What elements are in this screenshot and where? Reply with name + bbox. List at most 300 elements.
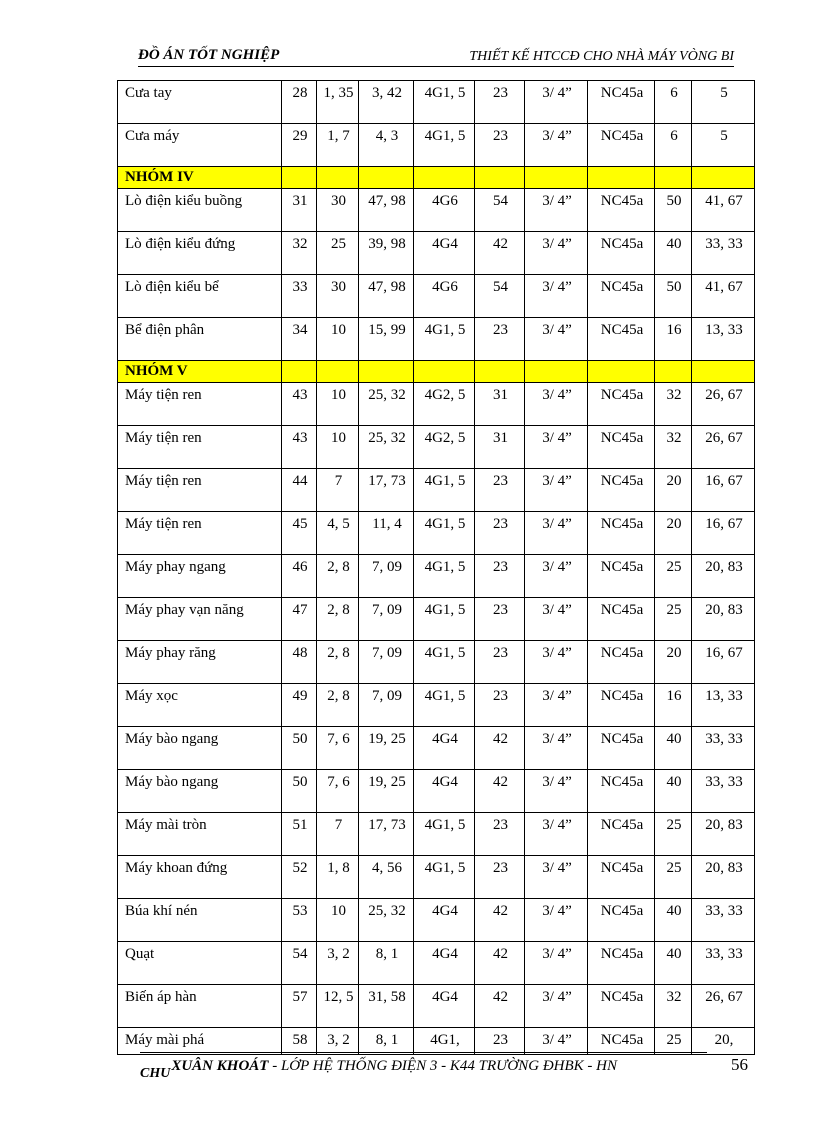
table-cell <box>655 1028 692 1055</box>
table-cell <box>525 555 588 598</box>
cell-text: 10 <box>331 430 346 446</box>
table-cell <box>359 899 414 942</box>
cell-text: NC45a <box>600 516 644 532</box>
cell-text: NC45a <box>600 602 644 618</box>
device-name-cell <box>118 318 282 361</box>
cell-text: 19, 25 <box>368 774 406 790</box>
cell-text: NC45a <box>600 85 644 101</box>
group-cell <box>317 361 359 383</box>
device-name-cell <box>118 856 282 899</box>
table-cell <box>282 641 317 684</box>
cell-text: 16, 67 <box>705 645 743 661</box>
table-cell <box>588 813 655 856</box>
table-cell <box>414 426 475 469</box>
table-cell <box>414 189 475 232</box>
cell-text: Máy tiện ren <box>125 473 202 489</box>
table-cell <box>655 383 692 426</box>
table-cell <box>317 318 359 361</box>
table-row <box>118 469 755 512</box>
device-name-cell <box>118 813 282 856</box>
table-cell <box>692 232 755 275</box>
table-row <box>118 189 755 232</box>
table-cell <box>414 512 475 555</box>
table-cell <box>692 512 755 555</box>
cell-text: 23 <box>493 322 508 338</box>
cell-text: NC45a <box>600 1032 644 1048</box>
cell-text: 23 <box>493 860 508 876</box>
table-cell <box>359 232 414 275</box>
table-cell <box>359 189 414 232</box>
cell-text: NC45a <box>600 645 644 661</box>
table-cell <box>692 684 755 727</box>
cell-text: 4G1, 5 <box>424 688 466 704</box>
table-cell <box>692 275 755 318</box>
table-cell <box>692 641 755 684</box>
cell-text: 16 <box>666 322 682 338</box>
cell-text: NC45a <box>600 817 644 833</box>
cell-text: 4G6 <box>432 193 458 209</box>
table-cell <box>588 383 655 426</box>
cell-text: NC45a <box>600 193 644 209</box>
device-name-cell <box>118 985 282 1028</box>
cell-text: 3/ 4” <box>542 602 572 618</box>
table-cell <box>359 318 414 361</box>
cell-text: 20, 83 <box>705 602 743 618</box>
cell-text: 23 <box>493 817 508 833</box>
table-cell <box>475 684 525 727</box>
cell-text: 2, 8 <box>327 688 350 704</box>
table-cell <box>655 232 692 275</box>
cell-text: 23 <box>493 1032 508 1048</box>
table-row <box>118 81 755 124</box>
table-cell <box>655 469 692 512</box>
table-cell <box>359 1028 414 1055</box>
table-cell <box>475 641 525 684</box>
cell-text: 3/ 4” <box>542 193 572 209</box>
table-row <box>118 899 755 942</box>
table-cell <box>692 1028 755 1055</box>
cell-text: Máy mài phá <box>125 1032 205 1048</box>
table-cell <box>655 684 692 727</box>
cell-text: NC45a <box>600 731 644 747</box>
table-cell <box>588 318 655 361</box>
table-cell <box>317 770 359 813</box>
cell-text: Lò điện kiểu đứng <box>125 236 236 252</box>
cell-text: 4G4 <box>432 731 458 747</box>
cell-text: 33, 33 <box>705 946 743 962</box>
table-cell <box>588 727 655 770</box>
table-cell <box>414 942 475 985</box>
table-cell <box>317 813 359 856</box>
cell-text: Lò điện kiểu bể <box>125 279 219 295</box>
cell-text: 3/ 4” <box>542 128 572 144</box>
cell-text: 42 <box>493 989 508 1005</box>
table-cell <box>359 124 414 167</box>
table-cell <box>525 189 588 232</box>
cell-text: 42 <box>493 236 508 252</box>
cell-text: 3/ 4” <box>542 473 572 489</box>
table-cell <box>588 81 655 124</box>
cell-text: 2, 8 <box>327 645 350 661</box>
group-cell <box>282 167 317 189</box>
table-cell <box>525 383 588 426</box>
group-cell <box>475 167 525 189</box>
table-cell <box>282 318 317 361</box>
table-cell <box>282 275 317 318</box>
table-cell <box>525 813 588 856</box>
cell-text: NC45a <box>600 279 644 295</box>
cell-text: 33, 33 <box>705 236 743 252</box>
cell-text: NC45a <box>600 236 644 252</box>
cell-text: 4G1, 5 <box>424 645 466 661</box>
device-name-cell <box>118 512 282 555</box>
cell-text: 40 <box>666 903 682 919</box>
cell-text: 4G1, 5 <box>424 473 466 489</box>
cell-text: NC45a <box>600 688 644 704</box>
cell-text: 4G1, 5 <box>424 860 466 876</box>
cell-text: 40 <box>666 774 682 790</box>
cell-text: NC45a <box>600 128 644 144</box>
table-cell <box>282 469 317 512</box>
cell-text: 4G1, <box>430 1032 460 1048</box>
table-cell <box>317 232 359 275</box>
table-cell <box>655 770 692 813</box>
table-cell <box>317 856 359 899</box>
table-cell <box>692 81 755 124</box>
cell-text: Máy bào ngang <box>125 774 219 790</box>
cell-text: 3/ 4” <box>542 322 572 338</box>
cell-text: 17, 73 <box>368 473 406 489</box>
cell-text: NC45a <box>600 860 644 876</box>
table-cell <box>359 469 414 512</box>
cell-text: 3/ 4” <box>542 516 572 532</box>
table-cell <box>317 555 359 598</box>
cell-text: 31 <box>292 193 308 209</box>
table-row <box>118 813 755 856</box>
cell-text: 13, 33 <box>705 322 743 338</box>
cell-text: 50 <box>292 731 308 747</box>
cell-text: 12, 5 <box>323 989 354 1005</box>
table-row <box>118 598 755 641</box>
table-row <box>118 856 755 899</box>
table-cell <box>525 124 588 167</box>
cell-text: 25 <box>666 1032 682 1048</box>
cell-text: 42 <box>493 946 508 962</box>
table-cell <box>525 318 588 361</box>
cell-text: 32 <box>666 989 682 1005</box>
group-row <box>118 167 755 189</box>
cell-text: 45 <box>292 516 308 532</box>
table-cell <box>282 856 317 899</box>
group-cell <box>655 361 692 383</box>
table-cell <box>282 899 317 942</box>
table-cell <box>317 275 359 318</box>
table-cell <box>359 770 414 813</box>
table-cell <box>692 426 755 469</box>
cell-text: 3/ 4” <box>542 279 572 295</box>
table-row <box>118 512 755 555</box>
cell-text: NC45a <box>600 559 644 575</box>
table-cell <box>282 727 317 770</box>
table-cell <box>414 985 475 1028</box>
cell-text: 4G1, 5 <box>424 817 466 833</box>
table-cell <box>655 813 692 856</box>
table-cell <box>655 318 692 361</box>
cell-text: 57 <box>292 989 308 1005</box>
table-cell <box>359 275 414 318</box>
cell-text: 32 <box>292 236 308 252</box>
cell-text: 23 <box>493 645 508 661</box>
cell-text: 23 <box>493 128 508 144</box>
table-cell <box>359 555 414 598</box>
table-cell <box>525 985 588 1028</box>
group-row <box>118 361 755 383</box>
cell-text: 33 <box>292 279 308 295</box>
table-cell <box>317 727 359 770</box>
table-cell <box>317 1028 359 1055</box>
cell-text: 3, 2 <box>327 1032 350 1048</box>
group-label-text: NHÓM V <box>125 363 188 379</box>
group-cell <box>588 361 655 383</box>
device-name-cell <box>118 641 282 684</box>
table-row <box>118 727 755 770</box>
table-cell <box>414 727 475 770</box>
cell-text: 3/ 4” <box>542 774 572 790</box>
table-cell <box>317 598 359 641</box>
table-cell <box>359 641 414 684</box>
table-cell <box>414 469 475 512</box>
cell-text: Lò điện kiểu buồng <box>125 193 243 209</box>
table-cell <box>475 383 525 426</box>
table-cell <box>525 899 588 942</box>
cell-text: 1, 35 <box>323 85 354 101</box>
table-cell <box>282 189 317 232</box>
table-row <box>118 318 755 361</box>
cell-text: 47 <box>292 602 308 618</box>
table-cell <box>655 189 692 232</box>
table-cell <box>475 232 525 275</box>
table-cell <box>414 856 475 899</box>
cell-text: NC45a <box>600 387 644 403</box>
cell-text: 2, 8 <box>327 602 350 618</box>
cell-text: 29 <box>292 128 308 144</box>
cell-text: NC45a <box>600 322 644 338</box>
table-cell <box>692 727 755 770</box>
table-cell <box>414 318 475 361</box>
cell-text: 31 <box>493 387 508 403</box>
device-name-cell <box>118 684 282 727</box>
cell-text: 40 <box>666 236 682 252</box>
cell-text: 3/ 4” <box>542 85 572 101</box>
cell-text: 52 <box>292 860 308 876</box>
cell-text: 28 <box>292 85 308 101</box>
cell-text: 20, <box>714 1032 734 1048</box>
table-cell <box>317 641 359 684</box>
cell-text: 23 <box>493 473 508 489</box>
cell-text: 32 <box>666 387 682 403</box>
table-cell <box>414 770 475 813</box>
cell-text: Bể điện phân <box>125 322 205 338</box>
table-cell <box>692 985 755 1028</box>
device-name-cell <box>118 81 282 124</box>
table-row <box>118 942 755 985</box>
cell-text: 26, 67 <box>705 387 743 403</box>
cell-text: 58 <box>292 1032 308 1048</box>
cell-text: 4G4 <box>432 946 458 962</box>
table-row <box>118 275 755 318</box>
cell-text: 44 <box>292 473 308 489</box>
table-cell <box>475 426 525 469</box>
cell-text: NC45a <box>600 903 644 919</box>
cell-text: 31 <box>493 430 508 446</box>
cell-text: 48 <box>292 645 308 661</box>
cell-text: Máy khoan đứng <box>125 860 228 876</box>
table-cell <box>475 469 525 512</box>
table-cell <box>525 684 588 727</box>
cell-text: 50 <box>292 774 308 790</box>
group-cell <box>588 167 655 189</box>
table-cell <box>359 856 414 899</box>
table-cell <box>525 641 588 684</box>
cell-text: 3/ 4” <box>542 387 572 403</box>
cell-text: 4, 56 <box>372 860 402 876</box>
table-cell <box>692 318 755 361</box>
table-cell <box>475 275 525 318</box>
table-cell <box>588 598 655 641</box>
table-cell <box>588 641 655 684</box>
table-row <box>118 641 755 684</box>
table-cell <box>359 727 414 770</box>
cell-text: 4G2, 5 <box>424 387 466 403</box>
cell-text: 7, 6 <box>327 774 350 790</box>
table-row <box>118 985 755 1028</box>
table-cell <box>414 813 475 856</box>
cell-text: 7, 6 <box>327 731 350 747</box>
group-cell <box>525 361 588 383</box>
cell-text: 20 <box>666 516 682 532</box>
table-cell <box>414 383 475 426</box>
cell-text: 3/ 4” <box>542 989 572 1005</box>
cell-text: 40 <box>666 946 682 962</box>
cell-text: 8, 1 <box>375 1032 399 1048</box>
cell-text: 2, 8 <box>327 559 350 575</box>
page-header <box>138 44 734 67</box>
group-cell <box>414 361 475 383</box>
table-cell <box>655 275 692 318</box>
cell-text: 47, 98 <box>368 279 406 295</box>
group-cell <box>475 361 525 383</box>
cell-text: Máy tiện ren <box>125 430 202 446</box>
cell-text: Búa khí nén <box>125 903 198 919</box>
table-cell <box>414 684 475 727</box>
group-cell <box>282 361 317 383</box>
table-cell <box>317 383 359 426</box>
table-cell <box>475 985 525 1028</box>
table-cell <box>588 942 655 985</box>
cell-text: 30 <box>331 193 346 209</box>
table-cell <box>475 555 525 598</box>
cell-text: 3/ 4” <box>542 817 572 833</box>
table-cell <box>692 383 755 426</box>
table-cell <box>359 383 414 426</box>
cell-text: 26, 67 <box>705 430 743 446</box>
device-name-cell <box>118 232 282 275</box>
cell-text: 25, 32 <box>368 903 406 919</box>
cell-text: 5 <box>720 128 728 144</box>
cell-text: 49 <box>292 688 308 704</box>
group-cell <box>692 167 755 189</box>
cell-text: 10 <box>331 387 346 403</box>
cell-text: Cưa tay <box>125 85 172 101</box>
table-cell <box>414 81 475 124</box>
cell-text: NC45a <box>600 989 644 1005</box>
cell-text: 54 <box>292 946 308 962</box>
cell-text: 25, 32 <box>368 387 406 403</box>
cell-text: 4, 5 <box>327 516 350 532</box>
cell-text: Máy tiện ren <box>125 387 202 403</box>
table-cell <box>282 813 317 856</box>
device-name-cell <box>118 383 282 426</box>
table-cell <box>655 555 692 598</box>
cell-text: NC45a <box>600 473 644 489</box>
group-cell <box>414 167 475 189</box>
table-cell <box>414 275 475 318</box>
table-cell <box>282 81 317 124</box>
table-cell <box>317 189 359 232</box>
table-row <box>118 383 755 426</box>
table-cell <box>525 426 588 469</box>
table-cell <box>475 318 525 361</box>
group-label-text: NHÓM IV <box>125 169 194 185</box>
cell-text: 4G1, 5 <box>424 559 466 575</box>
table-cell <box>692 942 755 985</box>
table-cell <box>475 189 525 232</box>
cell-text: 23 <box>493 559 508 575</box>
table-cell <box>525 598 588 641</box>
cell-text: 54 <box>493 193 508 209</box>
cell-text: 6 <box>670 85 678 101</box>
cell-text: 51 <box>292 817 308 833</box>
table-cell <box>692 189 755 232</box>
footer-rule <box>140 1052 707 1053</box>
cell-text: 3/ 4” <box>542 645 572 661</box>
cell-text: NC45a <box>600 774 644 790</box>
table-cell <box>414 124 475 167</box>
table-cell <box>692 770 755 813</box>
cell-text: 20 <box>666 473 682 489</box>
table-row <box>118 426 755 469</box>
table-cell <box>359 684 414 727</box>
cell-text: 10 <box>331 903 346 919</box>
cell-text: 39, 98 <box>368 236 406 252</box>
cell-text: 23 <box>493 602 508 618</box>
cell-text: 7 <box>334 473 343 489</box>
table-cell <box>588 985 655 1028</box>
cell-text: 25 <box>331 236 346 252</box>
table-cell <box>588 469 655 512</box>
cell-text: 47, 98 <box>368 193 406 209</box>
device-name-cell <box>118 469 282 512</box>
cell-text: 3/ 4” <box>542 559 572 575</box>
group-cell <box>655 167 692 189</box>
group-label <box>118 361 282 383</box>
table-cell <box>282 124 317 167</box>
table-cell <box>282 985 317 1028</box>
page-footer <box>140 1058 617 1081</box>
cell-text: 33, 33 <box>705 774 743 790</box>
table-row <box>118 555 755 598</box>
table-cell <box>282 942 317 985</box>
